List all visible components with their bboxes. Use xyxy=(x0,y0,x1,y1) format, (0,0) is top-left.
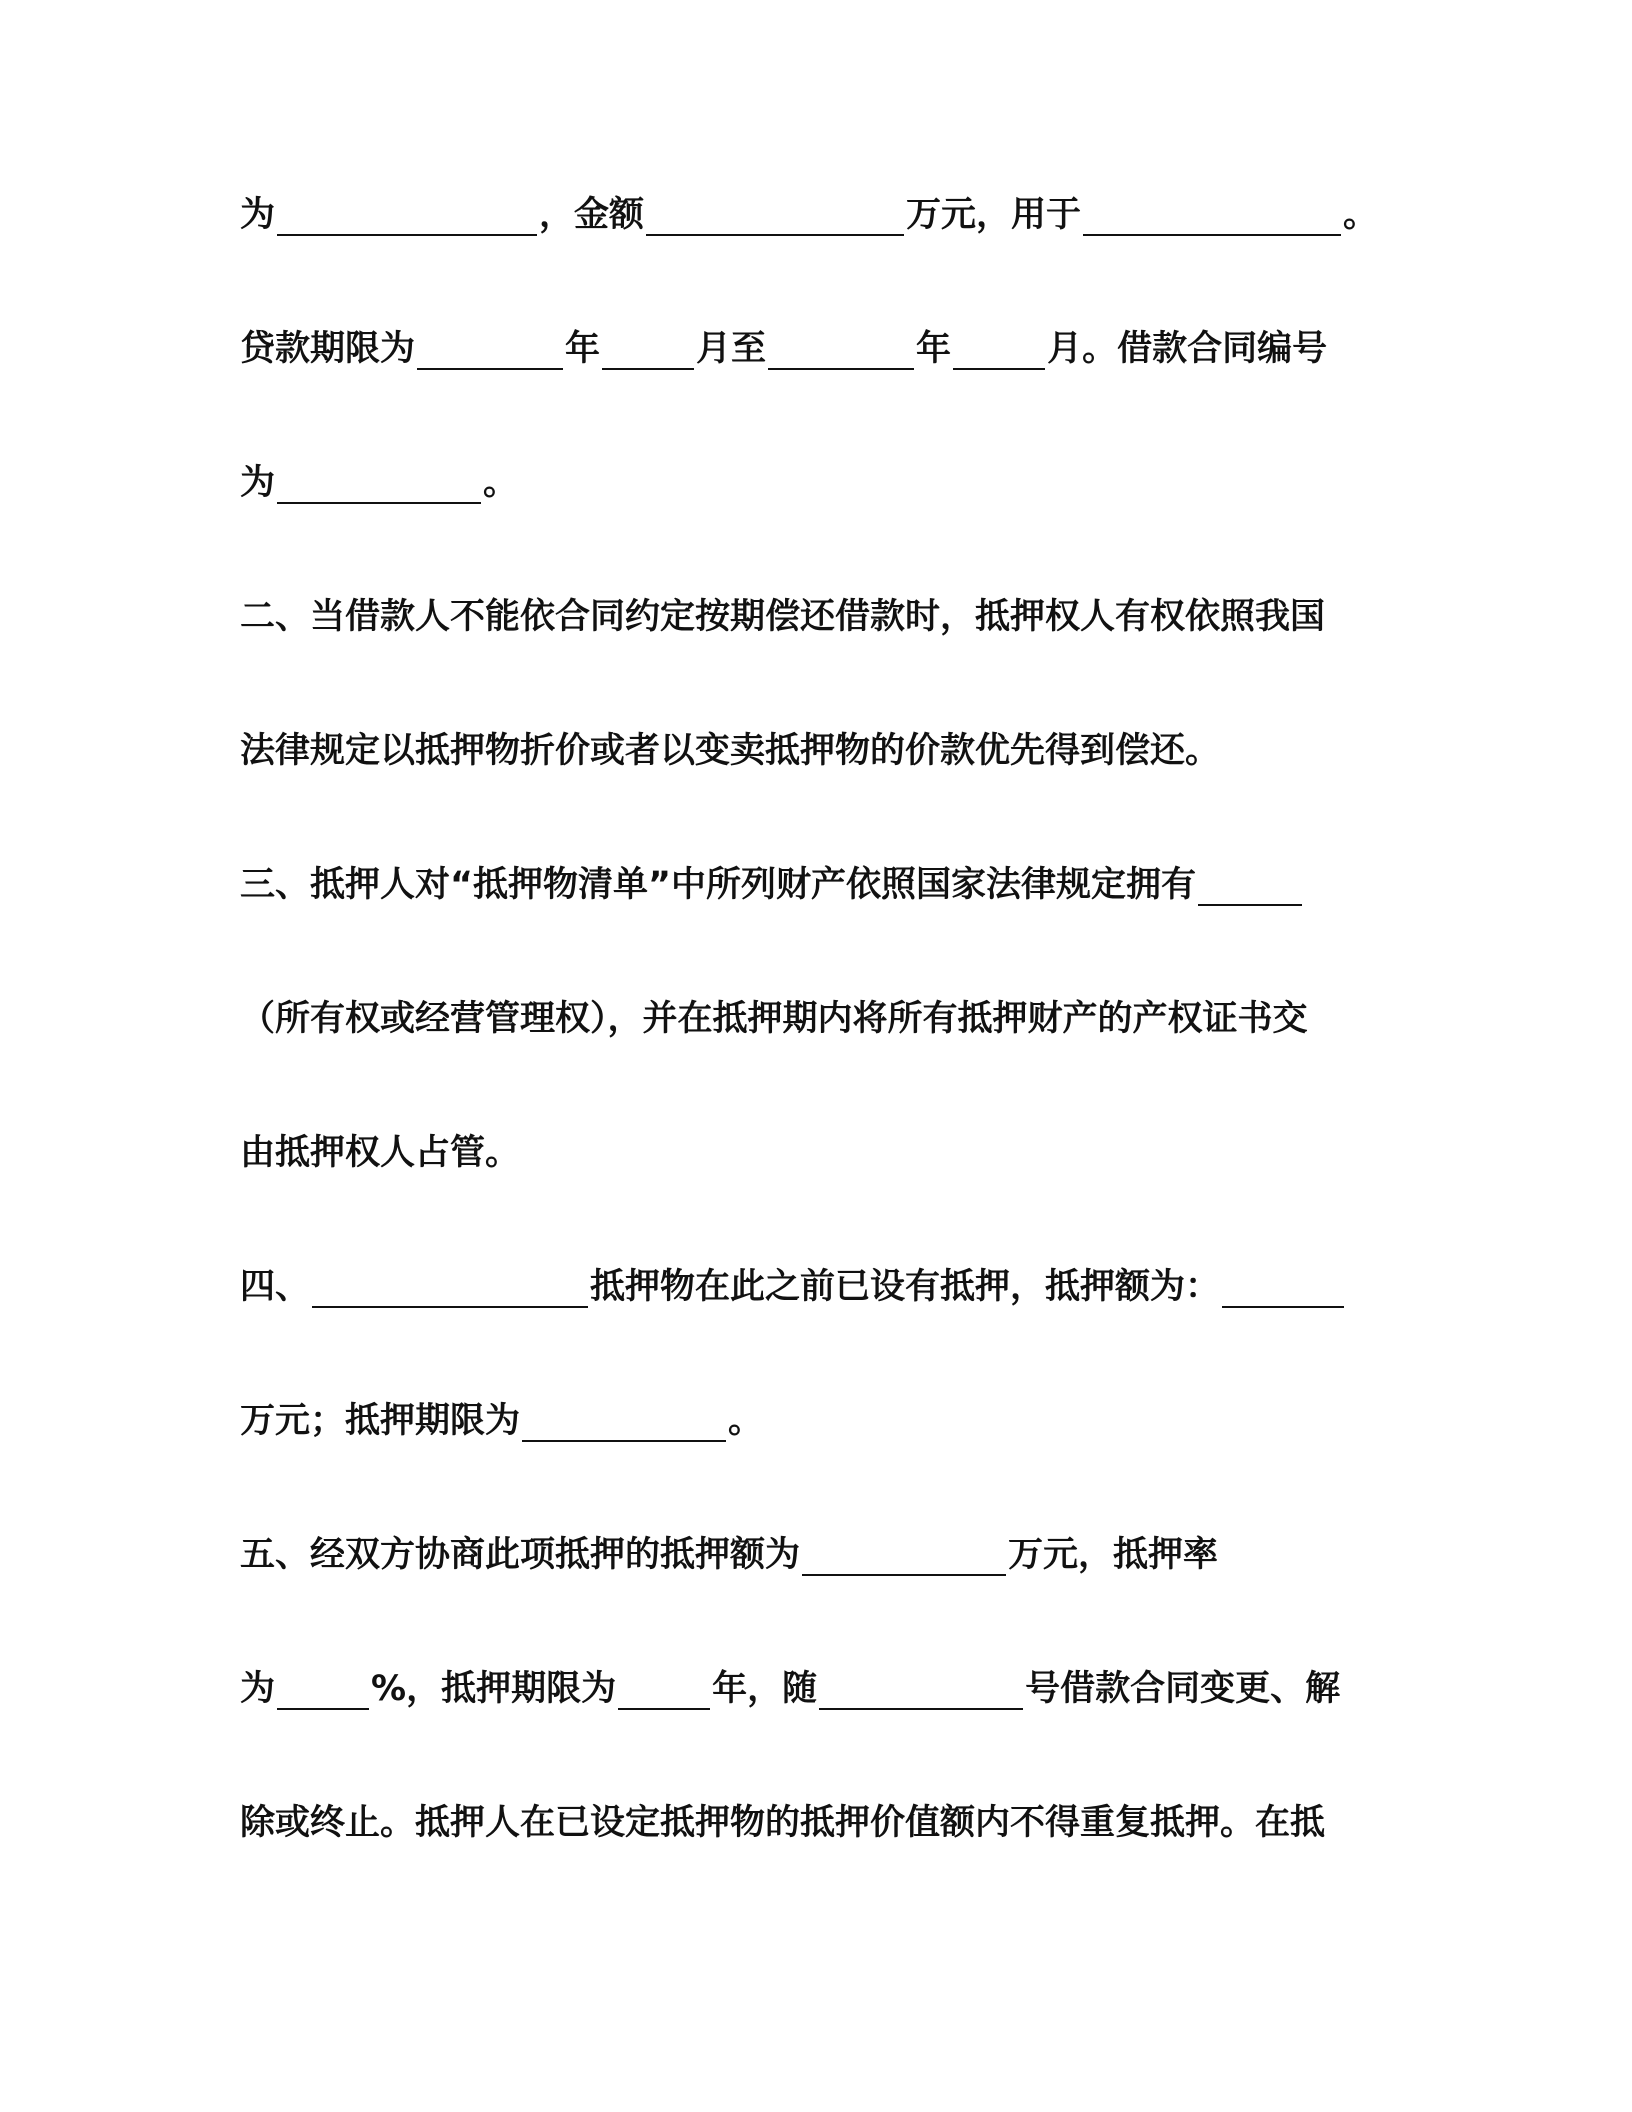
text-segment: 三、抵押人对“抵押物清单”中所列财产依照国家法律规定拥有 xyxy=(240,865,1197,905)
text-segment: 由抵押权人占管。 xyxy=(240,1133,521,1173)
text-segment: 万元；抵押期限为 xyxy=(240,1401,521,1441)
fill-in-blank[interactable] xyxy=(1198,904,1302,906)
fill-in-blank[interactable] xyxy=(646,234,904,236)
text-segment: （所有权或经营管理权），并在抵押期内将所有抵押财产的产权证书交 xyxy=(240,999,1308,1039)
text-segment: 年，随 xyxy=(712,1669,818,1709)
text-line xyxy=(240,1252,1346,1312)
text-segment: 除或终止。抵押人在已设定抵押物的抵押价值额内不得重复抵押。在抵 xyxy=(240,1803,1326,1843)
fill-in-blank[interactable] xyxy=(768,368,914,370)
text-line xyxy=(240,984,1308,1044)
fill-in-blank[interactable] xyxy=(417,368,563,370)
text-segment: 。 xyxy=(728,1401,764,1441)
text-segment: 月。借款合同编号 xyxy=(1047,329,1328,369)
fill-in-blank[interactable] xyxy=(602,368,694,370)
text-segment: 四、 xyxy=(240,1267,311,1307)
text-line xyxy=(240,180,1378,240)
text-segment: 号借款合同变更、解 xyxy=(1025,1669,1341,1709)
fill-in-blank[interactable] xyxy=(522,1440,726,1442)
text-segment: 万元，用于 xyxy=(906,195,1082,235)
text-segment: 为 xyxy=(240,463,276,503)
text-line xyxy=(240,1520,1218,1580)
text-line xyxy=(240,314,1327,374)
text-segment: 五、经双方协商此项抵押的抵押额为 xyxy=(240,1535,801,1575)
text-segment: 抵押物在此之前已设有抵押，抵押额为： xyxy=(590,1267,1221,1307)
text-segment: 月至 xyxy=(696,329,767,369)
text-line xyxy=(240,1788,1325,1848)
text-line xyxy=(240,582,1325,642)
text-line xyxy=(240,1118,520,1178)
fill-in-blank[interactable] xyxy=(1083,234,1341,236)
text-segment: 法律规定以抵押物折价或者以变卖抵押物的价款优先得到偿还。 xyxy=(240,731,1221,771)
text-segment: 为 xyxy=(240,195,276,235)
fill-in-blank[interactable] xyxy=(618,1708,710,1710)
text-segment: 贷款期限为 xyxy=(240,329,416,369)
text-segment: 二、当借款人不能依合同约定按期偿还借款时，抵押权人有权依照我国 xyxy=(240,597,1326,637)
fill-in-blank[interactable] xyxy=(277,502,481,504)
text-segment: 为 xyxy=(240,1669,276,1709)
fill-in-blank[interactable] xyxy=(819,1708,1023,1710)
text-segment: 。 xyxy=(1343,195,1379,235)
text-segment: ，金额 xyxy=(539,195,645,235)
text-line xyxy=(240,716,1220,776)
text-line xyxy=(240,1386,763,1446)
text-segment: 年 xyxy=(565,329,601,369)
fill-in-blank[interactable] xyxy=(953,368,1045,370)
text-line xyxy=(240,1654,1340,1714)
text-segment: 万元，抵押率 xyxy=(1008,1535,1219,1575)
fill-in-blank[interactable] xyxy=(312,1306,588,1308)
fill-in-blank[interactable] xyxy=(1222,1306,1344,1308)
text-line xyxy=(240,448,518,508)
fill-in-blank[interactable] xyxy=(277,234,537,236)
text-segment: 。 xyxy=(483,463,519,503)
text-segment: 年 xyxy=(916,329,952,369)
text-line xyxy=(240,850,1304,910)
text-segment: %，抵押期限为 xyxy=(371,1669,617,1709)
fill-in-blank[interactable] xyxy=(802,1574,1006,1576)
fill-in-blank[interactable] xyxy=(277,1708,369,1710)
